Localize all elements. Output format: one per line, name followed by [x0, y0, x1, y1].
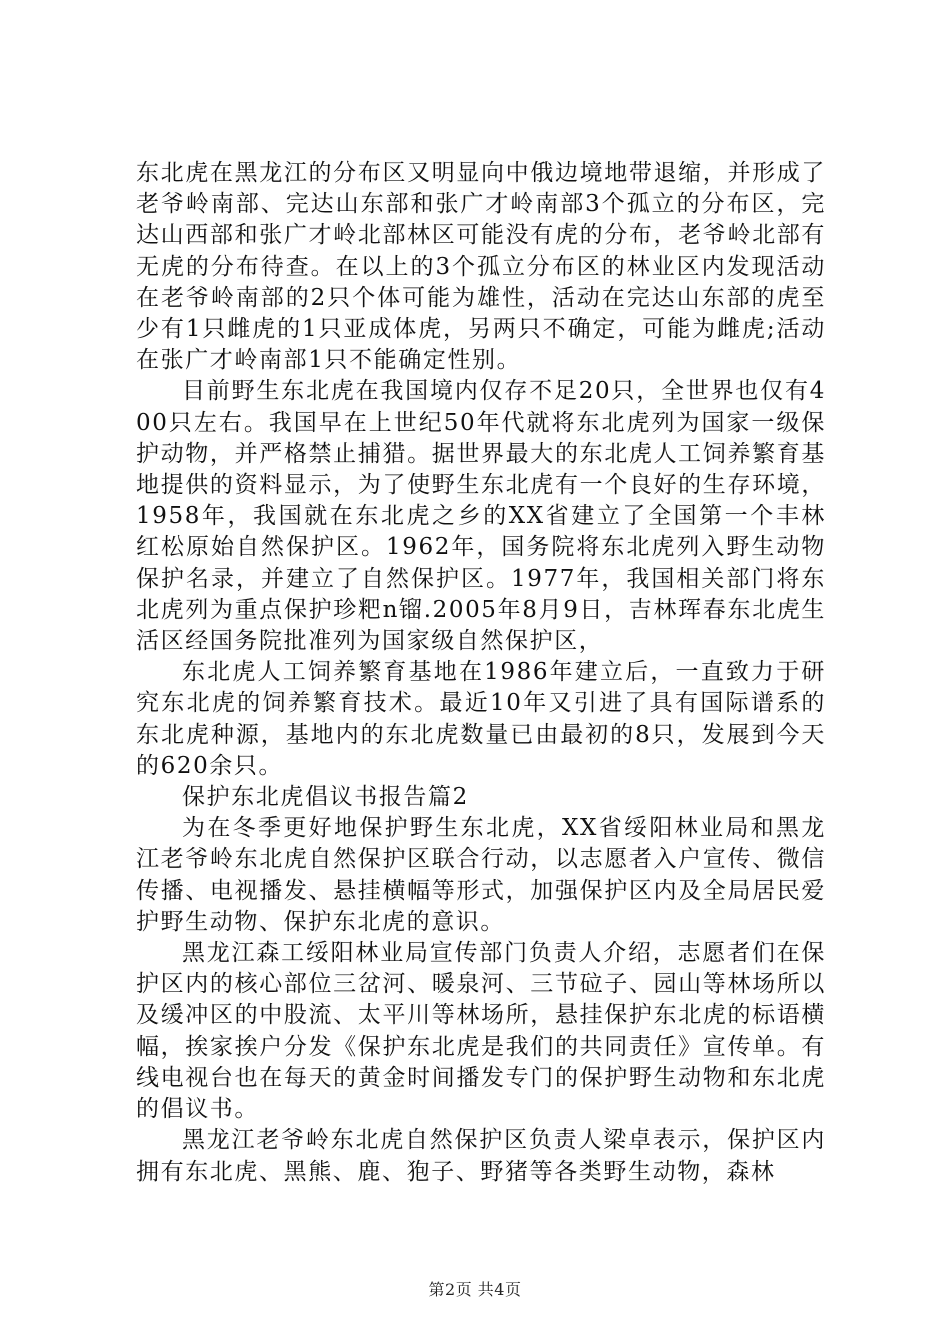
paragraph-4: 为在冬季更好地保护野生东北虎，XX省绥阳林业局和黑龙江老爷岭东北虎自然保护区联合行动，以志愿者入户宣传、微信传播、电视播发、悬挂横幅等形式，加强保护区内及全局居民爱护野生动物、保护东北虎的意识。	[136, 815, 826, 935]
paragraph-5: 黑龙江森工绥阳林业局宣传部门负责人介绍，志愿者们在保护区内的核心部位三岔河、暖泉河、三节砬子、园山等林场所以及缓冲区的中股流、太平川等林场所，悬挂保护东北虎的标语横幅，挨家挨户分发《保护东北虎是我们的共同责任》宣传单。有线电视台也在每天的黄金时间播发专门的保护野生动物和东北虎的倡议书。	[136, 940, 826, 1123]
page-footer: 第2页 共4页	[428, 1280, 522, 1299]
paragraph-6: 黑龙江老爷岭东北虎自然保护区负责人梁卓表示，保护区内拥有东北虎、黑熊、鹿、狍子、野猪等各类野生动物，森林	[136, 1127, 826, 1185]
document-body	[136, 158, 826, 1188]
paragraph-1: 东北虎在黑龙江的分布区又明显向中俄边境地带退缩，并形成了老爷岭南部、完达山东部和张广才岭南部3个孤立的分布区，完达山西部和张广才岭北部林区可能没有虎的分布，老爷岭北部有无虎的分布待查。在以上的3个孤立分布区的林业区内发现活动在老爷岭南部的2只个体可能为雄性，活动在完达山东部的虎至少有1只雌虎的1只亚成体虎，另两只不确定，可能为雌虎;活动在张广才岭南部1只不能确定性别。	[136, 160, 826, 374]
paragraph-3: 东北虎人工饲养繁育基地在1986年建立后，一直致力于研究东北虎的饲养繁育技术。最近10年又引进了具有国际谱系的东北虎种源，基地内的东北虎数量已由最初的8只，发展到今天的620余只。	[136, 659, 826, 779]
section-heading: 保护东北虎倡议书报告篇2	[182, 784, 469, 811]
paragraph-2: 目前野生东北虎在我国境内仅存不足20只，全世界也仅有400只左右。我国早在上世纪50年代就将东北虎列为国家一级保护动物，并严格禁止捕猎。据世界最大的东北虎人工饲养繁育基地提供的资料显示，为了使野生东北虎有一个良好的生存环境，1958年，我国就在东北虎之乡的XX省建立了全国第一个丰林红松原始自然保护区。1962年，国务院将东北虎列入野生动物保护名录，并建立了自然保护区。1977年，我国相关部门将东北虎列为重点保护珍粑n镏.2005年8月9日，吉林珲春东北虎生活区经国务院批准列为国家级自然保护区，	[136, 378, 826, 655]
